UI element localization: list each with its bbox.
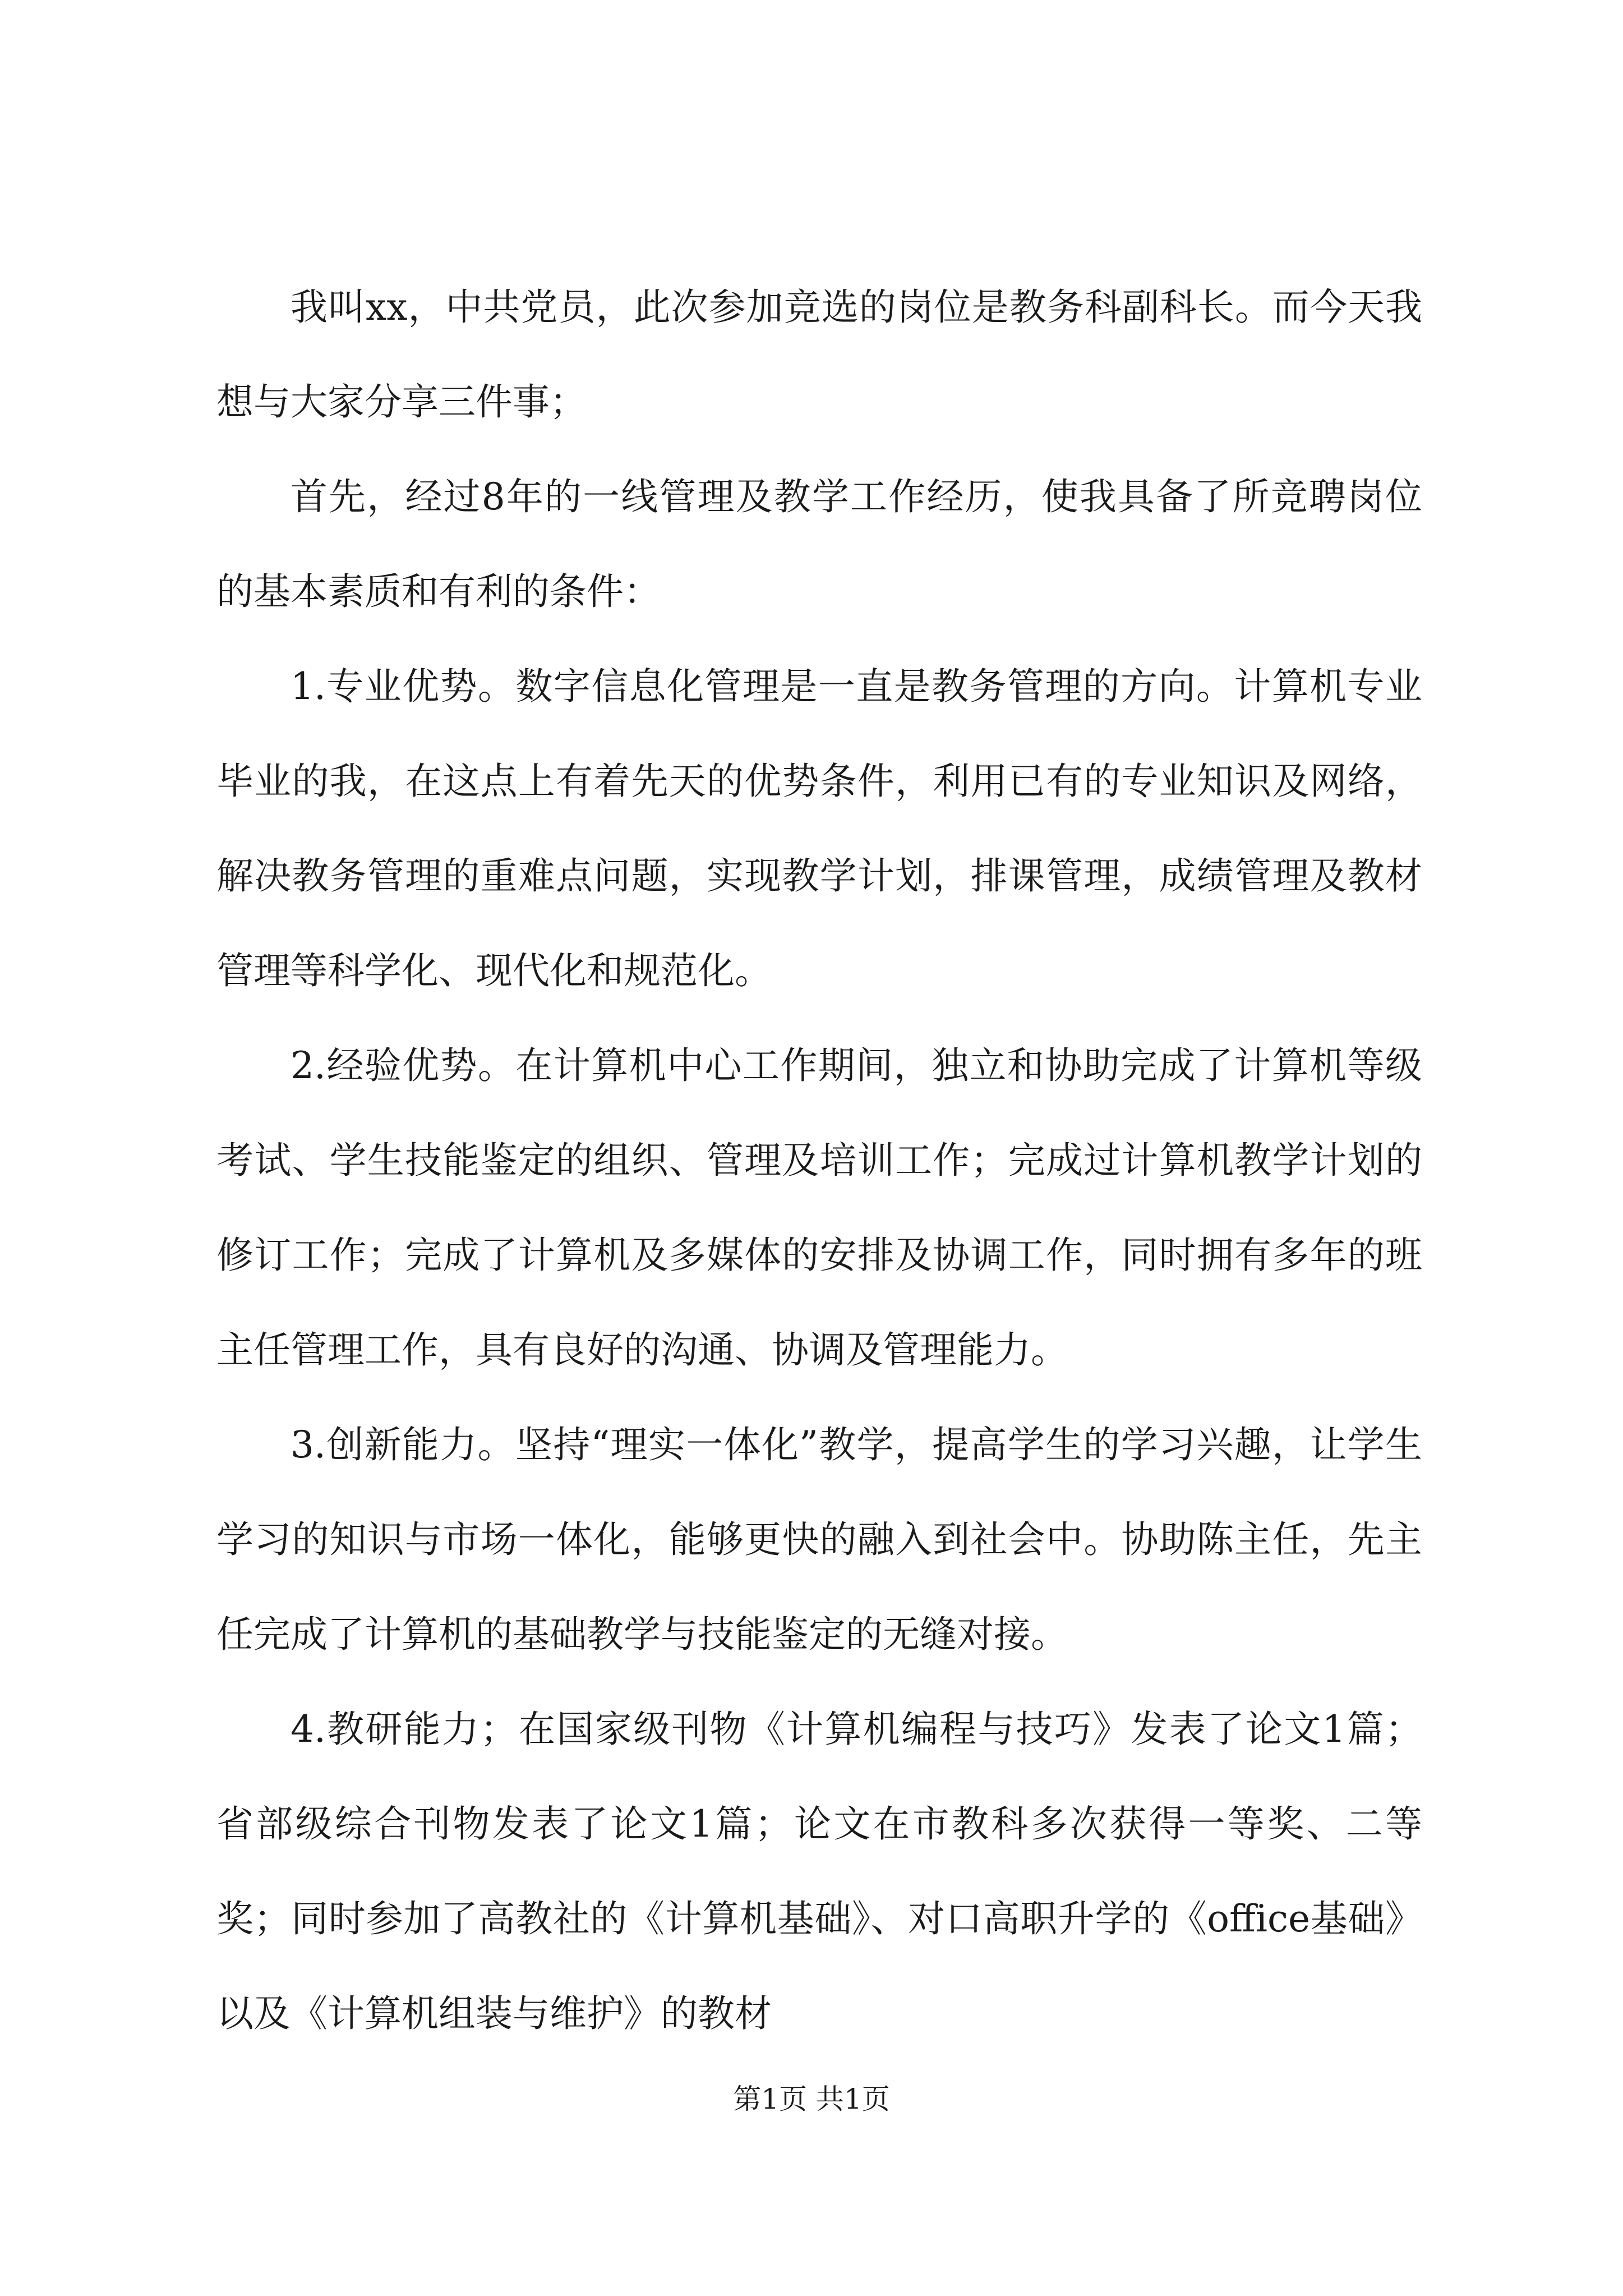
- paragraph-professional-advantage: 1.专业优势。数字信息化管理是一直是教务管理的方向。计算机专业毕业的我，在这点上有着先天的优势条件，利用已有的专业知识及网络，解决教务管理的重难点问题，实现教学计划，排课管理，成绩管理及教材管理等科学化、现代化和规范化。: [216, 665, 1422, 992]
- document-body: [216, 260, 1422, 2061]
- paragraph-experience: 首先，经过8年的一线管理及教学工作经历，使我具备了所竞聘岗位的基本素质和有利的条件：: [216, 475, 1422, 613]
- paragraph-experience-advantage: 2.经验优势。在计算机中心工作期间，独立和协助完成了计算机等级考试、学生技能鉴定的组织、管理及培训工作；完成过计算机教学计划的修订工作；完成了计算机及多媒体的安排及协调工作，同时拥有多年的班主任管理工作，具有良好的沟通、协调及管理能力。: [216, 1044, 1422, 1372]
- page-number-footer: 第1页 共1页: [733, 2083, 890, 2115]
- paragraph-research-ability: 4.教研能力；在国家级刊物《计算机编程与技巧》发表了论文1篇；省部级综合刊物发表了论文1篇；论文在市教科多次获得一等奖、二等奖；同时参加了高教社的《计算机基础》、对口高职升学的《office基础》以及《计算机组装与维护》的教材: [216, 1708, 1422, 2035]
- paragraph-intro: 我叫xx，中共党员，此次参加竞选的岗位是教务科副科长。而今天我想与大家分享三件事；: [216, 286, 1422, 424]
- paragraph-innovation-ability: 3.创新能力。坚持“理实一体化”教学，提高学生的学习兴趣，让学生学习的知识与市场一体化，能够更快的融入到社会中。协助陈主任，先主任完成了计算机的基础教学与技能鉴定的无缝对接。: [216, 1423, 1422, 1656]
